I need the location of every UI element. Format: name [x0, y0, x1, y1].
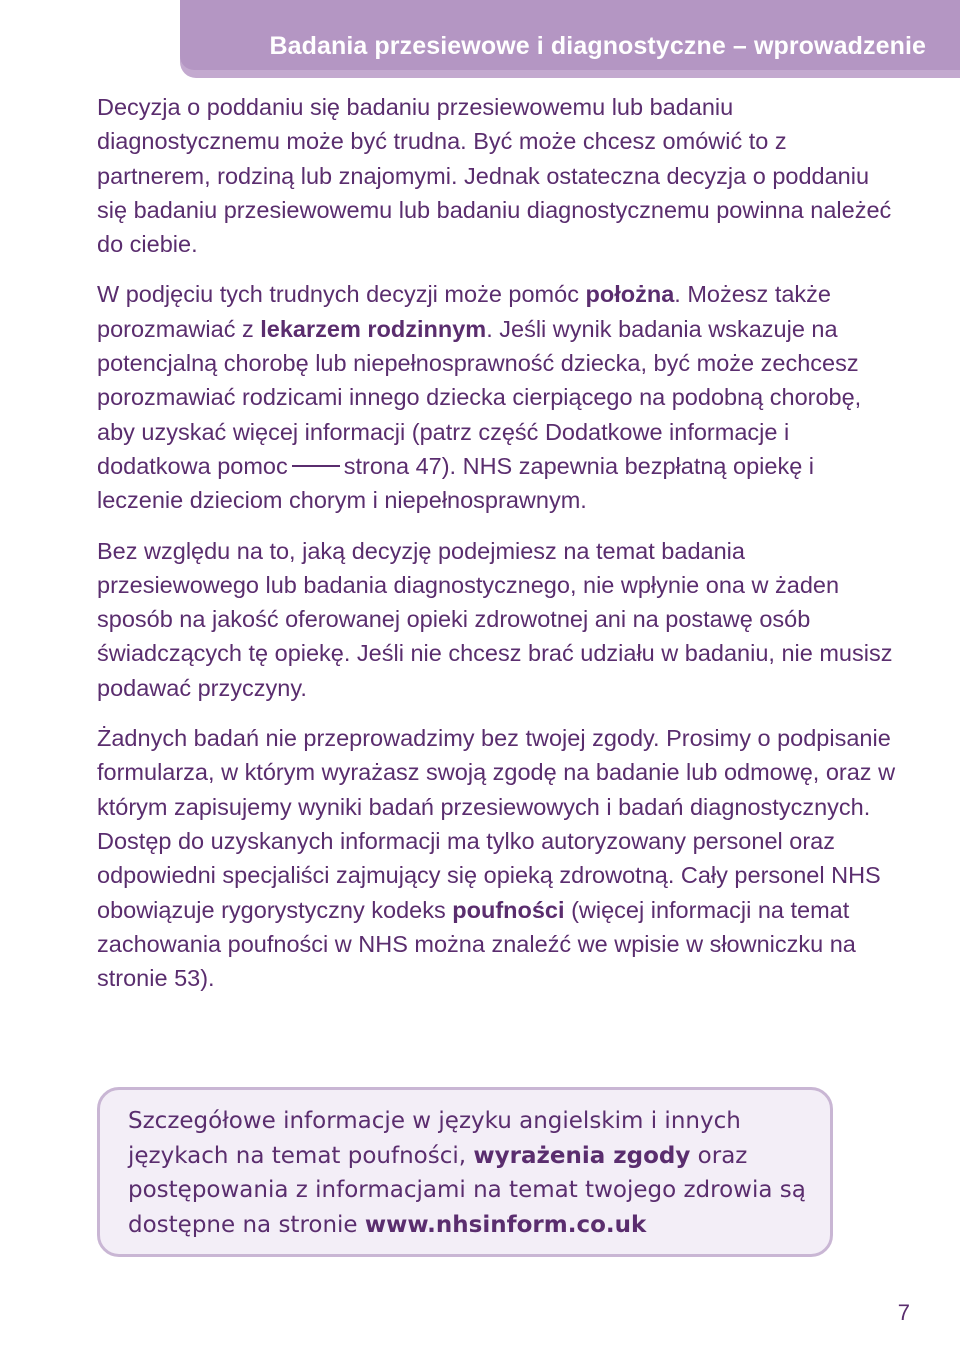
paragraph-2-text-a: W podjęciu tych trudnych decyzji może pomóc — [97, 281, 586, 308]
paragraph-2-text-c: . Możesz także porozmawiać z — [97, 281, 832, 342]
header-band — [180, 0, 960, 78]
paragraph-2-text-e: . Jeśli wynik badania wskazuje na potencjalną chorobę lub niepełnosprawność dziecka, być może zechcesz porozmawiać rodzicami innego dziecka cierpiącego na podobną chorobę, aby uzyskać więcej informacji (patrz część Dodatkowe informacje i dodatkowa pomoc — [97, 315, 862, 479]
paragraph-4-text-c: (więcej informacji na temat zachowania poufności w NHS można znaleźć we wpisie w słowniczku na stronie 53). — [97, 896, 856, 992]
info-box — [97, 1087, 833, 1257]
info-term-wyrazenia-zgody: wyrażenia zgody — [473, 1142, 691, 1169]
info-text-c: oraz postępowania z informacjami na temat twojego zdrowia są dostępne na stronie — [128, 1142, 806, 1238]
paragraph-4 — [97, 721, 897, 995]
paragraph-3: Bez względu na to, jaką decyzję podejmiesz na temat badania przesiewowego lub badania diagnostycznego, nie wpłynie ona w żaden sposób na jakość oferowanej opieki zdrowotnej ani na postawę osób świadczących tę opiekę. Jeśli nie chcesz brać udziału w badaniu, nie musisz podawać przyczyny. — [97, 537, 893, 701]
info-text-a: Szczegółowe informacje w języku angielskim i innych językach na temat poufności, — [128, 1108, 741, 1169]
page-title: Badania przesiewowe i diagnostyczne – wprowadzenie — [269, 32, 926, 60]
term-polozna: położna — [585, 281, 675, 308]
page-number: 7 — [897, 1300, 910, 1325]
paragraph-2 — [97, 277, 897, 517]
dash-line — [292, 465, 340, 467]
paragraph-4-text-a: Żadnych badań nie przeprowadzimy bez twojej zgody. Prosimy o podpisanie formularza, w którym wyrażasz swoją zgodę na badanie lub odmowę, oraz w którym zapisujemy wyniki badań przesiewowych i badań diagnostycznych. Dostęp do uzyskanych informacji ma tylko autoryzowany personel oraz odpowiedni specjaliści zajmujący się opieką zdrowotną. Cały personel NHS obowiązuje rygorystyczny kodeks — [97, 725, 896, 923]
main-content — [97, 90, 897, 1011]
paragraph-1: Decyzja o poddaniu się badaniu przesiewowemu lub badaniu diagnostycznemu może być trudna. Być może chcesz omówić to z partnerem, rodziną lub znajomymi. Jednak ostateczna decyzja o poddaniu się badaniu przesiewowemu lub badaniu diagnostycznemu powinna należeć do ciebie. — [97, 94, 892, 258]
header-inner — [180, 0, 960, 70]
term-lekarz-rodzinny: lekarzem rodzinnym — [260, 315, 487, 342]
info-box-text — [128, 1104, 828, 1242]
term-poufnosci: poufności — [452, 896, 565, 923]
info-link-nhsinform[interactable]: www.nhsinform.co.uk — [364, 1211, 647, 1238]
paragraph-2-text-f: strona 47). NHS zapewnia bezpłatną opiekę i leczenie dzieciom chorym i niepełnosprawnym. — [97, 452, 815, 514]
